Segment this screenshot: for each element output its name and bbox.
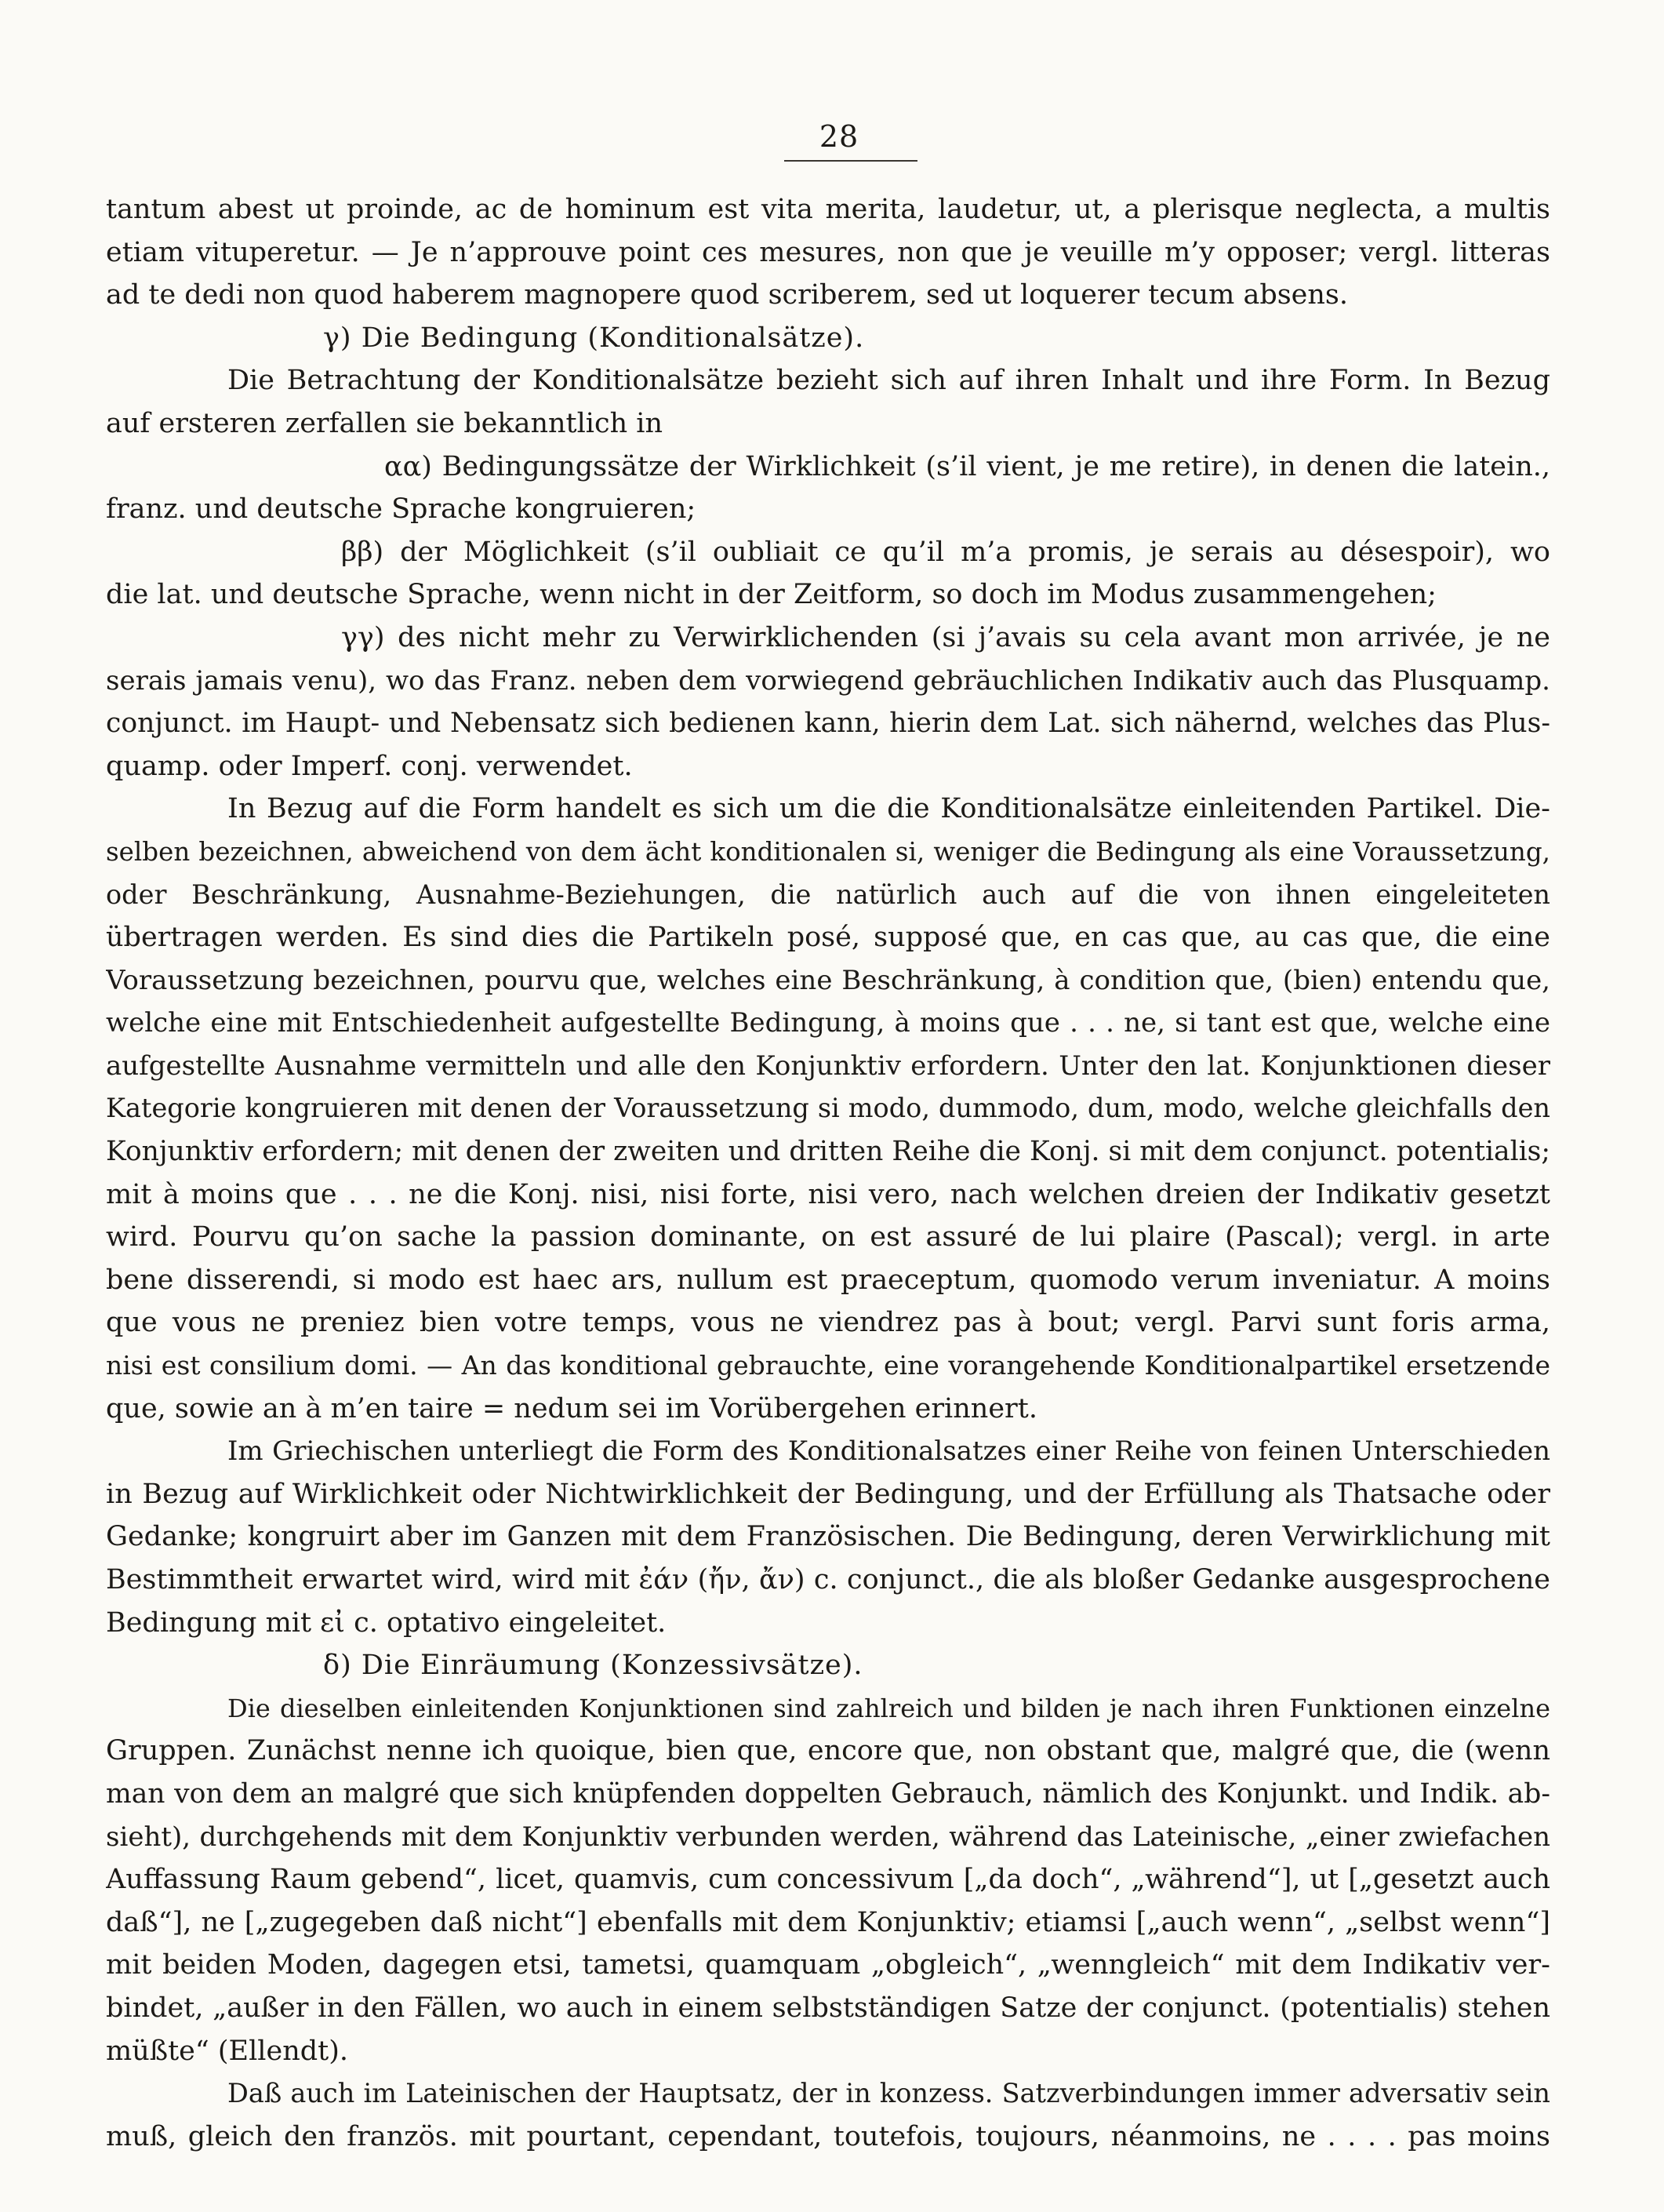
page-number-rule [784,160,917,162]
text-line: Daß auch im Lateinischen der Hauptsatz, der in konzess. Satzverbindungen immer adversativ sein [227,2078,1550,2109]
text-line: auf ersteren zerfallen sie bekanntlich in [106,407,663,439]
text-line: quamp. oder Imperf. conj. verwendet. [106,750,633,782]
body-text [106,188,1550,2158]
text-line: tantum abest ut proinde, ac de hominum est vita merita, laudetur, ut, a plerisque neglecta, a multis [106,194,1550,225]
text-line: bene disserendi, si modo est haec ars, nullum est praeceptum, quomodo verum inveniatur. A moins [106,1264,1550,1296]
section-heading: δ) Die Einräumung (Konzessivsätze). [323,1650,863,1682]
text-line: serais jamais venu), wo das Franz. neben dem vorwiegend gebräuchlichen Indikativ auch das Plusquamp. [106,664,1550,697]
text-line: man von dem an malgré que sich knüpfenden doppelten Gebrauch, nämlich des Konjunkt. und Indik. ab- [106,1777,1550,1810]
text-line: etiam vituperetur. — Je n’approuve point ces mesures, non que je veuille m’y opposer; vergl. litteras [106,236,1550,268]
text-line: übertragen werden. Es sind dies die Partikeln posé, supposé que, en cas que, au cas que, die eine [106,922,1550,954]
text-line: que, sowie an à m’en taire = nedum sei im Vorübergehen erinnert. [106,1392,1037,1424]
text-line: Auffassung Raum gebend“, licet, quamvis, cum concessivum [„da doch“, „während“], ut [„gesetzt auch [106,1864,1550,1896]
text-line: die lat. und deutsche Sprache, wenn nicht in der Zeitform, so doch im Modus zusammengehen; [106,579,1437,611]
text-line: franz. und deutsche Sprache kongruieren; [106,493,696,526]
section-heading: γ) Die Bedingung (Konditionalsätze). [323,322,865,354]
text-line: ad te dedi non quod haberem magnopere quod scriberem, sed ut loquerer tecum absens. [106,279,1349,311]
text-line: γγ) des nicht mehr zu Verwirklichenden (si j’avais su cela avant mon arrivée, je ne [341,621,1550,653]
text-line: nisi est consilium domi. — An das konditional gebrauchte, eine vorangehende Konditionalpartikel ersetzende [106,1350,1550,1381]
text-line: ββ) der Möglichkeit (s’il oubliait ce qu’il m’a promis, je serais au désespoir), wo [341,536,1550,568]
text-line: Gedanke; kongruirt aber im Ganzen mit dem Französischen. Die Bedingung, deren Verwirklichung mit [106,1521,1550,1553]
text-line: sieht), durchgehends mit dem Konjunktiv verbunden werden, während das Lateinische, „einer zwiefachen [106,1821,1550,1853]
text-line: selben bezeichnen, abweichend von dem ächt konditionalen si, weniger die Bedingung als eine Voraussetzung, [106,836,1550,867]
text-line: aufgestellte Ausnahme vermitteln und alle den Konjunktiv erfordern. Unter den lat. Konjunktionen dieser [106,1050,1550,1082]
text-line: müßte“ (Ellendt). [106,2035,349,2067]
text-line: αα) Bedingungssätze der Wirklichkeit (s’il vient, je me retire), in denen die latein., [384,450,1550,482]
text-line: welche eine mit Entschiedenheit aufgestellte Bedingung, à moins que . . . ne, si tant est que, welche eine [106,1007,1550,1039]
page-number: 28 [819,119,859,154]
text-line: mit beiden Moden, dagegen etsi, tametsi, quamquam „obgleich“, „wenngleich“ mit dem Indikativ ver- [106,1949,1550,1981]
text-line: daß“], ne [„zugegeben daß nicht“] ebenfalls mit dem Konjunktiv; etiamsi [„auch wenn“, „selbst wenn“] [106,1906,1550,1938]
text-line: oder Beschränkung, Ausnahme-Beziehungen, die natürlich auch auf die von ihnen eingeleiteten [106,879,1550,910]
text-line: Die Betrachtung der Konditionalsätze bezieht sich auf ihren Inhalt und ihre Form. In Bezug [227,365,1550,397]
text-line: Bedingung mit εἰ c. optativo eingeleitet. [106,1606,667,1639]
text-line: conjunct. im Haupt- und Nebensatz sich bedienen kann, hierin dem Lat. sich nähernd, welches das Plus- [106,708,1550,740]
text-line: Im Griechischen unterliegt die Form des Konditionalsatzes einer Reihe von feinen Unterschieden [227,1435,1550,1468]
text-line: Kategorie kongruieren mit denen der Voraussetzung si modo, dummodo, dum, modo, welche gleichfalls den [106,1093,1550,1124]
text-line: bindet, „außer in den Fällen, wo auch in einem selbstständigen Satze der conjunct. (potentialis) stehen [106,1992,1550,2024]
text-line: In Bezug auf die Form handelt es sich um die die Konditionalsätze einleitenden Partikel. Die- [227,793,1550,825]
text-line: in Bezug auf Wirklichkeit oder Nichtwirklichkeit der Bedingung, und der Erfüllung als Thatsache oder [106,1478,1550,1510]
text-line: Voraussetzung bezeichnen, pourvu que, welches eine Beschränkung, à condition que, (bien) entendu que, [106,964,1550,996]
text-line: Bestimmtheit erwartet wird, wird mit ἐάν (ἤν, ἄν) c. conjunct., die als bloßer Gedanke ausgesprochene [106,1564,1550,1595]
text-line: Die dieselben einleitenden Konjunktionen sind zahlreich und bilden je nach ihren Funktionen einzelne [227,1693,1550,1723]
text-line: Gruppen. Zunächst nenne ich quoique, bien que, encore que, non obstant que, malgré que, die (wenn [106,1735,1550,1767]
text-line: muß, gleich den französ. mit pourtant, cependant, toutefois, toujours, néanmoins, ne . . . . pas moins [106,2120,1550,2152]
text-line: Konjunktiv erfordern; mit denen der zweiten und dritten Reihe die Konj. si mit dem conjunct. potentialis; [106,1136,1550,1168]
text-line: wird. Pourvu qu’on sache la passion dominante, on est assuré de lui plaire (Pascal); vergl. in arte [106,1221,1550,1253]
text-line: que vous ne preniez bien votre temps, vous ne viendrez pas à bout; vergl. Parvi sunt foris arma, [106,1307,1550,1339]
text-line: mit à moins que . . . ne die Konj. nisi, nisi forte, nisi vero, nach welchen dreien der Indikativ gesetzt [106,1178,1550,1210]
